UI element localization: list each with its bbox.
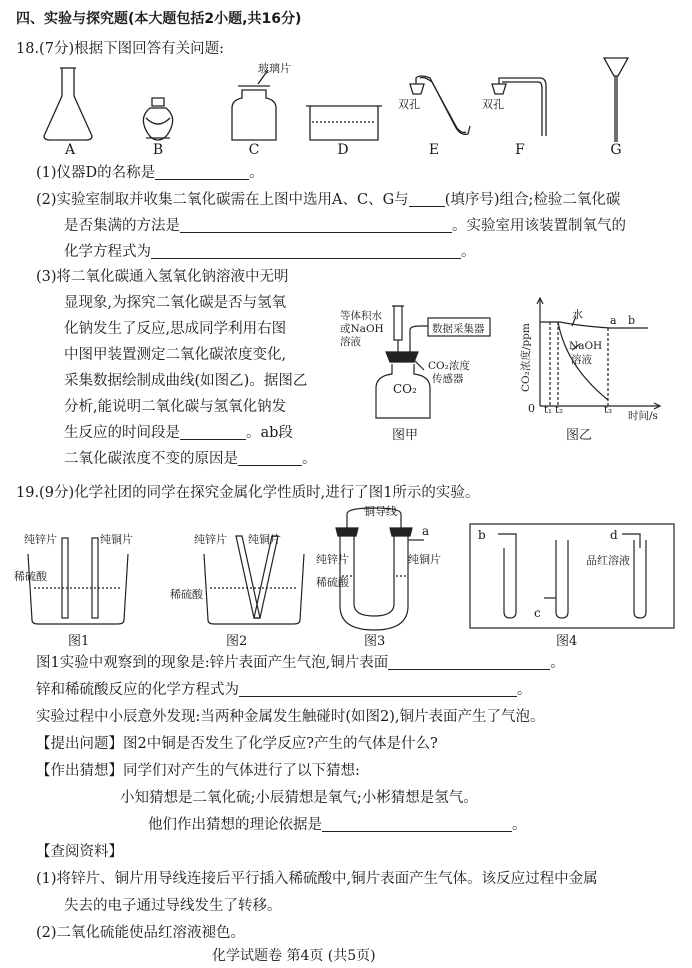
jia-label-water: 等体积水 bbox=[340, 310, 382, 322]
q18-part2-line3: 化学方程式为 。 bbox=[64, 244, 476, 260]
yi-naoh-label-2: 溶液 bbox=[571, 354, 592, 366]
page-footer: 化学试题卷 第4页 (共5页) bbox=[212, 948, 376, 964]
fig4-b-label: b bbox=[478, 528, 486, 542]
fig2-zinc-label: 纯锌片 bbox=[194, 533, 227, 546]
section-title: 四、实验与探究题(本大题包括2小题,共16分) bbox=[16, 11, 302, 27]
fig2-acid-label: 稀硫酸 bbox=[170, 588, 203, 601]
co2-bottle-label: CO₂ bbox=[393, 382, 417, 396]
yi-xlabel: 时间/s bbox=[628, 410, 658, 422]
fig4-solution-label: 品红溶液 bbox=[586, 554, 630, 567]
alcohol-lamp-icon bbox=[143, 98, 172, 140]
apparatus-label-g: G bbox=[610, 142, 622, 158]
fig2-caption: 图2 bbox=[226, 634, 248, 649]
answer-blank[interactable] bbox=[180, 216, 452, 233]
data-collector-label: 数据采集器 bbox=[432, 323, 485, 335]
figure-yi-graph bbox=[520, 296, 670, 416]
sensor-label-1: CO₂浓度 bbox=[428, 360, 470, 372]
fig1-caption: 图1 bbox=[68, 634, 90, 649]
answer-blank[interactable] bbox=[238, 449, 302, 466]
answer-blank[interactable] bbox=[180, 423, 246, 440]
fig3-wire-label: 铜导线 bbox=[364, 505, 397, 518]
answer-blank[interactable] bbox=[155, 163, 249, 180]
fig3-zinc-label: 纯锌片 bbox=[316, 553, 349, 566]
q19-intro: 19.(9分)化学社团的同学在探究金属化学性质时,进行了图1所示的实验。 bbox=[16, 485, 480, 501]
water-trough-icon bbox=[306, 106, 382, 140]
yi-point-b: b bbox=[628, 314, 636, 327]
answer-blank[interactable] bbox=[388, 653, 550, 670]
q19-line10: 失去的电子通过导线发生了转移。 bbox=[64, 898, 282, 914]
q19-line7: 他们作出猜想的理论依据是 。 bbox=[148, 817, 527, 833]
apparatus-label-b: B bbox=[152, 142, 164, 158]
double-hole-label-f: 双孔 bbox=[482, 98, 504, 111]
fig4-c-label: c bbox=[534, 606, 541, 620]
figure-jia-caption: 图甲 bbox=[392, 428, 419, 443]
q19-line3: 实验过程中小辰意外发现:当两种金属发生触碰时(如图2),铜片表面产生了气泡。 bbox=[36, 709, 545, 725]
yi-point-a: a bbox=[610, 314, 617, 327]
q19-line4: 【提出问题】图2中铜是否发生了化学反应?产生的气体是什么? bbox=[36, 736, 438, 752]
answer-blank[interactable] bbox=[409, 190, 445, 207]
fig2-copper-label: 纯铜片 bbox=[248, 533, 281, 546]
yi-water-label: 水 bbox=[572, 308, 583, 321]
yi-t2: t₂ bbox=[555, 405, 564, 416]
figure-yi-caption: 图乙 bbox=[566, 428, 593, 443]
q18-part3-line3: 化钠发生了反应,思成同学利用右图 bbox=[64, 321, 287, 337]
q19-line6: 小知猜想是二氧化硫;小辰猜想是氧气;小彬猜想是氢气。 bbox=[120, 790, 478, 806]
q19-line2: 锌和稀硫酸反应的化学方程式为 。 bbox=[36, 682, 532, 698]
q19-line9: (1)将锌片、铜片用导线连接后平行插入稀硫酸中,铜片表面产生气体。该反应过程中金属 bbox=[36, 871, 598, 887]
answer-blank[interactable] bbox=[322, 815, 512, 832]
fig1-copper-label: 纯铜片 bbox=[100, 533, 133, 546]
q18-part3-line8: 二氧化碳浓度不变的原因是 。 bbox=[64, 451, 317, 467]
jia-label-naoh: 或NaOH bbox=[340, 323, 384, 335]
q18-part1: (1)仪器D的名称是 。 bbox=[36, 165, 264, 181]
q19-line5: 【作出猜想】同学们对产生的气体进行了以下猜想: bbox=[36, 763, 360, 779]
conical-flask-icon bbox=[44, 68, 92, 140]
jia-label-solution: 溶液 bbox=[340, 336, 361, 348]
fig3-copper-label: 纯铜片 bbox=[408, 553, 441, 566]
q18-part3-line2: 显现象,为探究二氧化碳是否与氢氧 bbox=[64, 295, 287, 311]
q18-part3-line4: 中图甲装置测定二氧化碳浓度变化, bbox=[64, 347, 287, 363]
gas-jar-icon bbox=[232, 70, 276, 140]
apparatus-label-a: A bbox=[64, 142, 76, 158]
yi-t3: t₃ bbox=[604, 405, 613, 416]
q18-part2-line2: 是否集满的方法是 。实验室用该装置制氧气的 bbox=[64, 218, 626, 234]
fig1-acid-label: 稀硫酸 bbox=[14, 570, 47, 583]
q19-line1: 图1实验中观察到的现象是:锌片表面产生气泡,铜片表面 。 bbox=[36, 655, 565, 671]
q18-part3-line5: 采集数据绘制成曲线(如图乙)。据图乙 bbox=[64, 373, 308, 389]
q19-line11: (2)二氧化硫能使品红溶液褪色。 bbox=[36, 925, 246, 941]
apparatus-label-d: D bbox=[337, 142, 349, 158]
sensor-label-2: 传感器 bbox=[432, 373, 464, 385]
long-neck-funnel-icon bbox=[604, 58, 628, 142]
fig1-zinc-label: 纯锌片 bbox=[24, 533, 57, 546]
double-hole-label-e: 双孔 bbox=[398, 98, 420, 111]
fig3-caption: 图3 bbox=[364, 634, 386, 649]
yi-t1: t₁ bbox=[544, 405, 553, 416]
fig3-point-a: a bbox=[422, 524, 430, 538]
yi-origin: 0 bbox=[528, 402, 535, 415]
yi-naoh-label-1: NaOH bbox=[569, 340, 603, 352]
q18-part2-line1: (2)实验室制取并收集二氧化碳需在上图中选用A、C、G与 (填序号)组合;检验二氧化碳 bbox=[36, 192, 621, 208]
answer-blank[interactable] bbox=[151, 242, 461, 259]
q18-intro: 18.(7分)根据下图回答有关问题: bbox=[16, 41, 224, 57]
q19-line8: 【查阅资料】 bbox=[36, 844, 123, 860]
fig4-d-label: d bbox=[610, 528, 618, 542]
answer-blank[interactable] bbox=[239, 680, 517, 697]
fig3-acid-label: 稀硫酸 bbox=[316, 576, 349, 589]
glass-plate-label: 玻璃片 bbox=[258, 62, 291, 75]
q18-part3-line6: 分析,能说明二氧化碳与氢氧化钠发 bbox=[64, 399, 287, 415]
fig4-caption: 图4 bbox=[556, 634, 578, 649]
yi-ylabel: CO₂浓度/ppm bbox=[520, 323, 532, 392]
q18-part3-line7: 生反应的时间段是 。ab段 bbox=[64, 425, 293, 441]
apparatus-label-c: C bbox=[248, 142, 260, 158]
apparatus-label-e: E bbox=[428, 142, 440, 158]
apparatus-label-f: F bbox=[515, 142, 525, 158]
q19-figures bbox=[0, 500, 692, 640]
q18-part3-line1: (3)将二氧化碳通入氢氧化钠溶液中无明 bbox=[36, 269, 289, 285]
